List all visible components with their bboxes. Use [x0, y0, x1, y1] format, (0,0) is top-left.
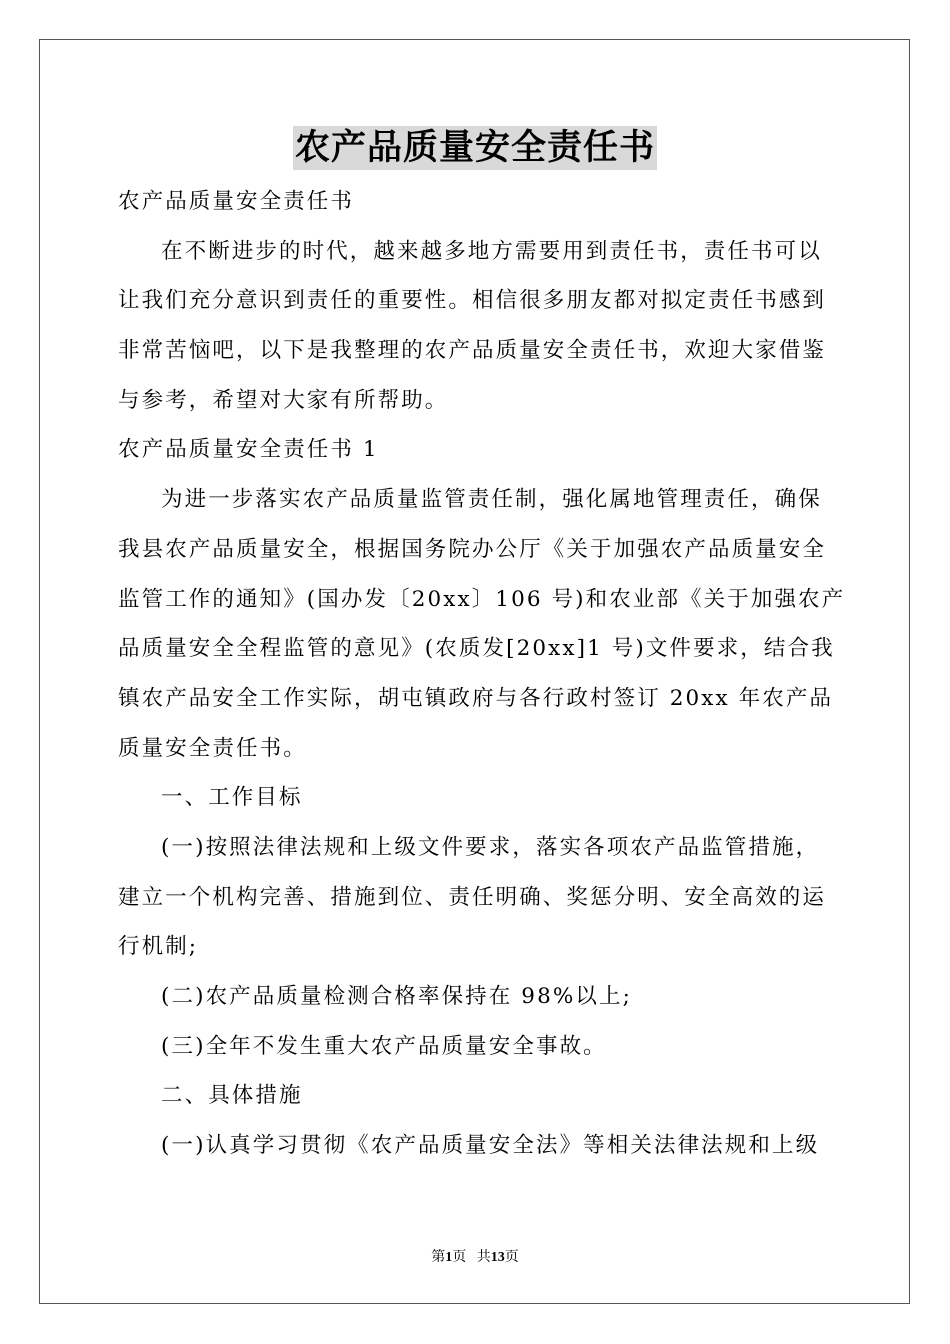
text-line: 在不断进步的时代，越来越多地方需要用到责任书，责任书可以	[161, 238, 822, 264]
footer-page-prefix: 第	[431, 1250, 446, 1265]
footer-total-pages: 13	[490, 1250, 505, 1265]
text-line: 为进一步落实农产品质量监管责任制，强化属地管理责任，确保	[161, 487, 822, 513]
text-line: 品质量安全全程监管的意见》(农质发[20xx]1 号)文件要求，结合我	[118, 636, 835, 662]
footer-page-suffix: 页	[452, 1250, 467, 1265]
title-container	[0, 126, 950, 170]
text-line: 行机制;	[118, 934, 199, 960]
text-line: 镇农产品安全工作实际，胡屯镇政府与各行政村签订 20xx 年农产品	[118, 685, 834, 711]
footer-page-number: 1	[445, 1250, 453, 1265]
text-line: 一、工作目标	[161, 785, 303, 811]
document-title: 农产品质量安全责任书	[294, 127, 655, 168]
text-line: 监管工作的通知》(国办发〔20xx〕106 号)和农业部《关于加强农产	[118, 586, 846, 612]
text-line: 与参考，希望对大家有所帮助。	[118, 387, 449, 413]
text-line: 让我们充分意识到责任的重要性。相信很多朋友都对拟定责任书感到	[118, 288, 827, 314]
document-body	[118, 177, 846, 1171]
page-footer	[0, 1246, 950, 1266]
footer-total-suffix: 页	[504, 1250, 519, 1265]
text-line: 农产品质量安全责任书 1	[118, 437, 379, 463]
text-line: (一)认真学习贯彻《农产品质量安全法》等相关法律法规和上级	[161, 1133, 820, 1159]
footer-total-prefix: 共	[476, 1250, 491, 1265]
text-line: 建立一个机构完善、措施到位、责任明确、奖惩分明、安全高效的运	[118, 884, 827, 910]
text-line: (一)按照法律法规和上级文件要求，落实各项农产品监管措施，	[161, 834, 820, 860]
text-line: (三)全年不发生重大农产品质量安全事故。	[161, 1033, 607, 1059]
text-line: 二、具体措施	[161, 1083, 303, 1109]
text-line: 非常苦恼吧，以下是我整理的农产品质量安全责任书，欢迎大家借鉴	[118, 338, 827, 364]
text-line: 农产品质量安全责任书	[118, 189, 355, 214]
text-line: 我县农产品质量安全，根据国务院办公厅《关于加强农产品质量安全	[118, 536, 827, 562]
text-line: 质量安全责任书。	[118, 735, 307, 761]
text-line: (二)农产品质量检测合格率保持在 98%以上;	[161, 984, 632, 1009]
